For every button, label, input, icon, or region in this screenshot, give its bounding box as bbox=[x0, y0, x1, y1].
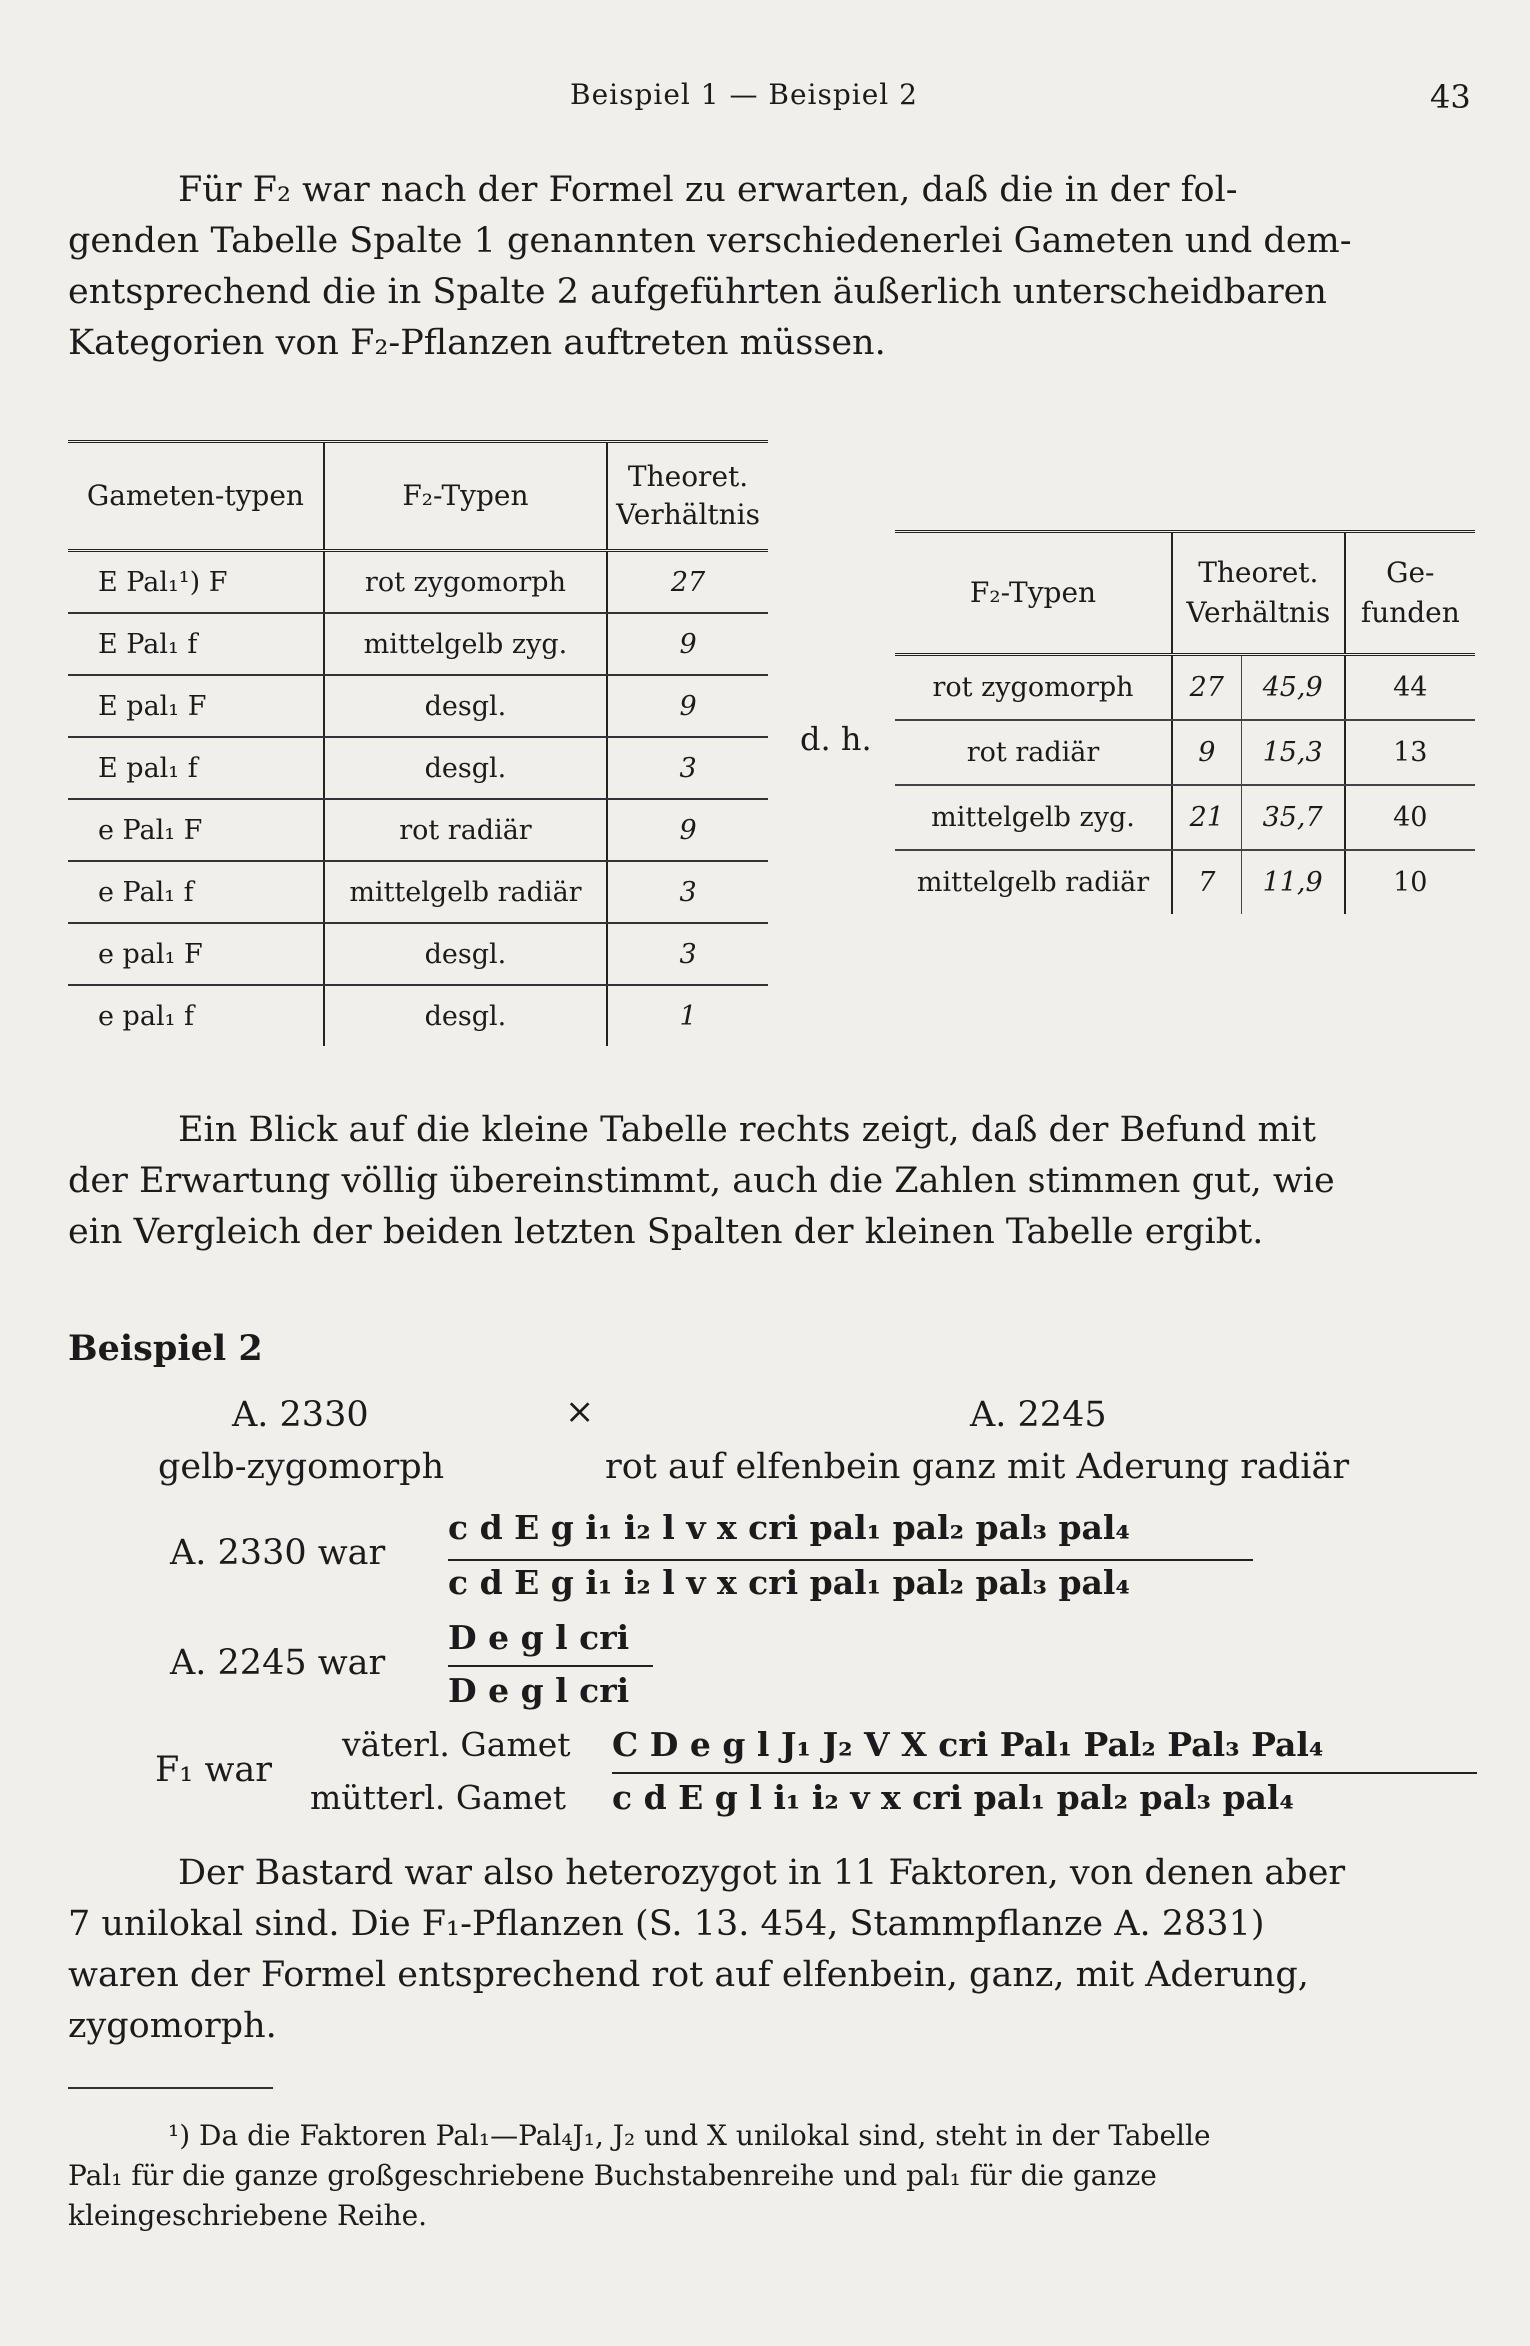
ratio-cell: 21 bbox=[1172, 785, 1241, 850]
intro-line: entsprechend die in Spalte 2 aufgeführten äußerlich unterscheidbaren bbox=[68, 272, 1327, 312]
header-f2-typen: F₂-Typen bbox=[895, 532, 1172, 655]
table-row bbox=[895, 850, 1475, 914]
type-cell: desgl. bbox=[324, 675, 607, 737]
gamete-cell: e Pal₁ F bbox=[68, 799, 324, 861]
parent-b-phenotype: rot auf elfenbein ganz mit Aderung radiär bbox=[605, 1447, 1350, 1487]
table-row bbox=[68, 737, 768, 799]
type-cell: desgl. bbox=[324, 737, 607, 799]
a2330-numerator: c d E g i₁ i₂ l v x cri pal₁ pal₂ pal₃ pal₄ bbox=[448, 1508, 1130, 1547]
footnote-line: Pal₁ für die ganze großgeschriebene Buchstabenreihe und pal₁ für die ganze bbox=[68, 2159, 1157, 2192]
percent-cell: 15,3 bbox=[1241, 720, 1345, 785]
type-cell: rot zygomorph bbox=[895, 655, 1172, 721]
bastard-paragraph bbox=[68, 1848, 1478, 2052]
ratio-cell: 9 bbox=[1172, 720, 1241, 785]
table-header-row bbox=[68, 442, 768, 551]
gamete-cell: E Pal₁¹) F bbox=[68, 551, 324, 614]
header-f2-typen: F₂-Typen bbox=[324, 442, 607, 551]
bastard-line: waren der Formel entsprechend rot auf elfenbein, ganz, mit Aderung, bbox=[68, 1955, 1309, 1995]
header-theoret-verhaeltnis: Theoret. Verhältnis bbox=[607, 442, 768, 551]
running-head: Beispiel 1 — Beispiel 2 bbox=[570, 78, 918, 111]
parent-b-label: A. 2245 bbox=[970, 1395, 1107, 1435]
gamete-cell: E pal₁ f bbox=[68, 737, 324, 799]
fraction-bar bbox=[448, 1665, 653, 1667]
type-cell: desgl. bbox=[324, 985, 607, 1046]
found-cell: 44 bbox=[1345, 655, 1475, 721]
conclusion-paragraph bbox=[68, 1105, 1478, 1258]
intro-line: Kategorien von F₂-Pflanzen auftreten müssen. bbox=[68, 323, 886, 363]
ratio-cell: 3 bbox=[607, 923, 768, 985]
bastard-line: 7 unilokal sind. Die F₁-Pflanzen (S. 13. 454, Stammpflanze A. 2831) bbox=[68, 1904, 1265, 1944]
conclusion-line: der Erwartung völlig übereinstimmt, auch die Zahlen stimmen gut, wie bbox=[68, 1161, 1335, 1201]
found-cell: 40 bbox=[1345, 785, 1475, 850]
table-row bbox=[895, 785, 1475, 850]
type-cell: rot zygomorph bbox=[324, 551, 607, 614]
bastard-line: zygomorph. bbox=[68, 2006, 277, 2046]
table-row bbox=[68, 799, 768, 861]
found-cell: 13 bbox=[1345, 720, 1475, 785]
intro-line: Für F₂ war nach der Formel zu erwarten, daß die in der fol- bbox=[178, 170, 1238, 210]
section-heading: Beispiel 2 bbox=[68, 1328, 263, 1369]
table-row bbox=[68, 861, 768, 923]
summary-table bbox=[895, 530, 1475, 914]
table-row bbox=[895, 655, 1475, 721]
gamete-cell: e Pal₁ f bbox=[68, 861, 324, 923]
ratio-cell: 27 bbox=[1172, 655, 1241, 721]
dh-label: d. h. bbox=[800, 720, 872, 758]
cross-symbol: × bbox=[565, 1392, 595, 1432]
type-cell: mittelgelb zyg. bbox=[895, 785, 1172, 850]
page-number: 43 bbox=[1430, 78, 1471, 116]
type-cell: desgl. bbox=[324, 923, 607, 985]
a2245-label: A. 2245 war bbox=[170, 1643, 386, 1683]
a2330-label: A. 2330 war bbox=[170, 1533, 386, 1573]
gamete-cell: E Pal₁ f bbox=[68, 613, 324, 675]
ratio-cell: 3 bbox=[607, 861, 768, 923]
ratio-cell: 9 bbox=[607, 799, 768, 861]
footnote bbox=[68, 2116, 1478, 2236]
table-row bbox=[68, 551, 768, 614]
table-row bbox=[68, 923, 768, 985]
type-cell: mittelgelb radiär bbox=[324, 861, 607, 923]
footnote-line: ¹) Da die Faktoren Pal₁—Pal₄J₁, J₂ und X unilokal sind, steht in der Tabelle bbox=[168, 2119, 1211, 2152]
f1-maternal-gamete: c d E g l i₁ i₂ v x cri pal₁ pal₂ pal₃ pal₄ bbox=[612, 1778, 1294, 1817]
f1-paternal-gamete: C D e g l J₁ J₂ V X cri Pal₁ Pal₂ Pal₃ Pal₄ bbox=[612, 1725, 1324, 1764]
ratio-cell: 7 bbox=[1172, 850, 1241, 914]
type-cell: rot radiär bbox=[324, 799, 607, 861]
intro-paragraph bbox=[68, 165, 1478, 369]
header-gefunden: Ge-funden bbox=[1345, 532, 1475, 655]
intro-line: genden Tabelle Spalte 1 genannten verschiedenerlei Gameten und dem- bbox=[68, 221, 1352, 261]
footnote-line: kleingeschriebene Reihe. bbox=[68, 2199, 428, 2232]
table-row bbox=[68, 675, 768, 737]
a2245-denominator: D e g l cri bbox=[448, 1671, 630, 1710]
found-cell: 10 bbox=[1393, 867, 1428, 898]
gamete-cell: e pal₁ F bbox=[68, 923, 324, 985]
type-cell: rot radiär bbox=[895, 720, 1172, 785]
ratio-cell: 27 bbox=[607, 551, 768, 614]
conclusion-line: Ein Blick auf die kleine Tabelle rechts zeigt, daß der Befund mit bbox=[178, 1110, 1316, 1150]
type-cell: mittelgelb radiär bbox=[895, 850, 1172, 914]
f1-paternal-label: väterl. Gamet bbox=[342, 1725, 571, 1764]
ratio-cell: 3 bbox=[607, 737, 768, 799]
bastard-line: Der Bastard war also heterozygot in 11 Faktoren, von denen aber bbox=[178, 1853, 1346, 1893]
fraction-bar bbox=[612, 1772, 1477, 1774]
f1-maternal-label: mütterl. Gamet bbox=[310, 1778, 567, 1817]
table-row bbox=[68, 985, 768, 1046]
conclusion-line: ein Vergleich der beiden letzten Spalten der kleinen Tabelle ergibt. bbox=[68, 1212, 1264, 1252]
ratio-cell: 1 bbox=[679, 1000, 697, 1032]
table-row bbox=[895, 720, 1475, 785]
table-header-row bbox=[895, 532, 1475, 655]
parent-a-label: A. 2330 bbox=[232, 1395, 369, 1435]
header-theoret-verhaeltnis: Theoret. Verhältnis bbox=[1172, 532, 1345, 655]
percent-cell: 45,9 bbox=[1241, 655, 1345, 721]
table-row bbox=[68, 613, 768, 675]
a2330-denominator: c d E g i₁ i₂ l v x cri pal₁ pal₂ pal₃ pal₄ bbox=[448, 1563, 1130, 1602]
gamete-cell: e pal₁ f bbox=[98, 1000, 194, 1032]
gamete-table bbox=[68, 440, 768, 1046]
type-cell: mittelgelb zyg. bbox=[324, 613, 607, 675]
ratio-cell: 9 bbox=[607, 675, 768, 737]
f1-label: F₁ war bbox=[155, 1750, 272, 1790]
footnote-rule bbox=[68, 2087, 273, 2089]
percent-cell: 35,7 bbox=[1241, 785, 1345, 850]
header-gametentypen: Gameten-typen bbox=[68, 442, 324, 551]
gamete-cell: E pal₁ F bbox=[68, 675, 324, 737]
a2245-numerator: D e g l cri bbox=[448, 1618, 630, 1657]
fraction-bar bbox=[448, 1559, 1253, 1561]
parent-a-phenotype: gelb-zygomorph bbox=[158, 1447, 445, 1487]
ratio-cell: 9 bbox=[607, 613, 768, 675]
percent-cell: 11,9 bbox=[1241, 850, 1345, 914]
